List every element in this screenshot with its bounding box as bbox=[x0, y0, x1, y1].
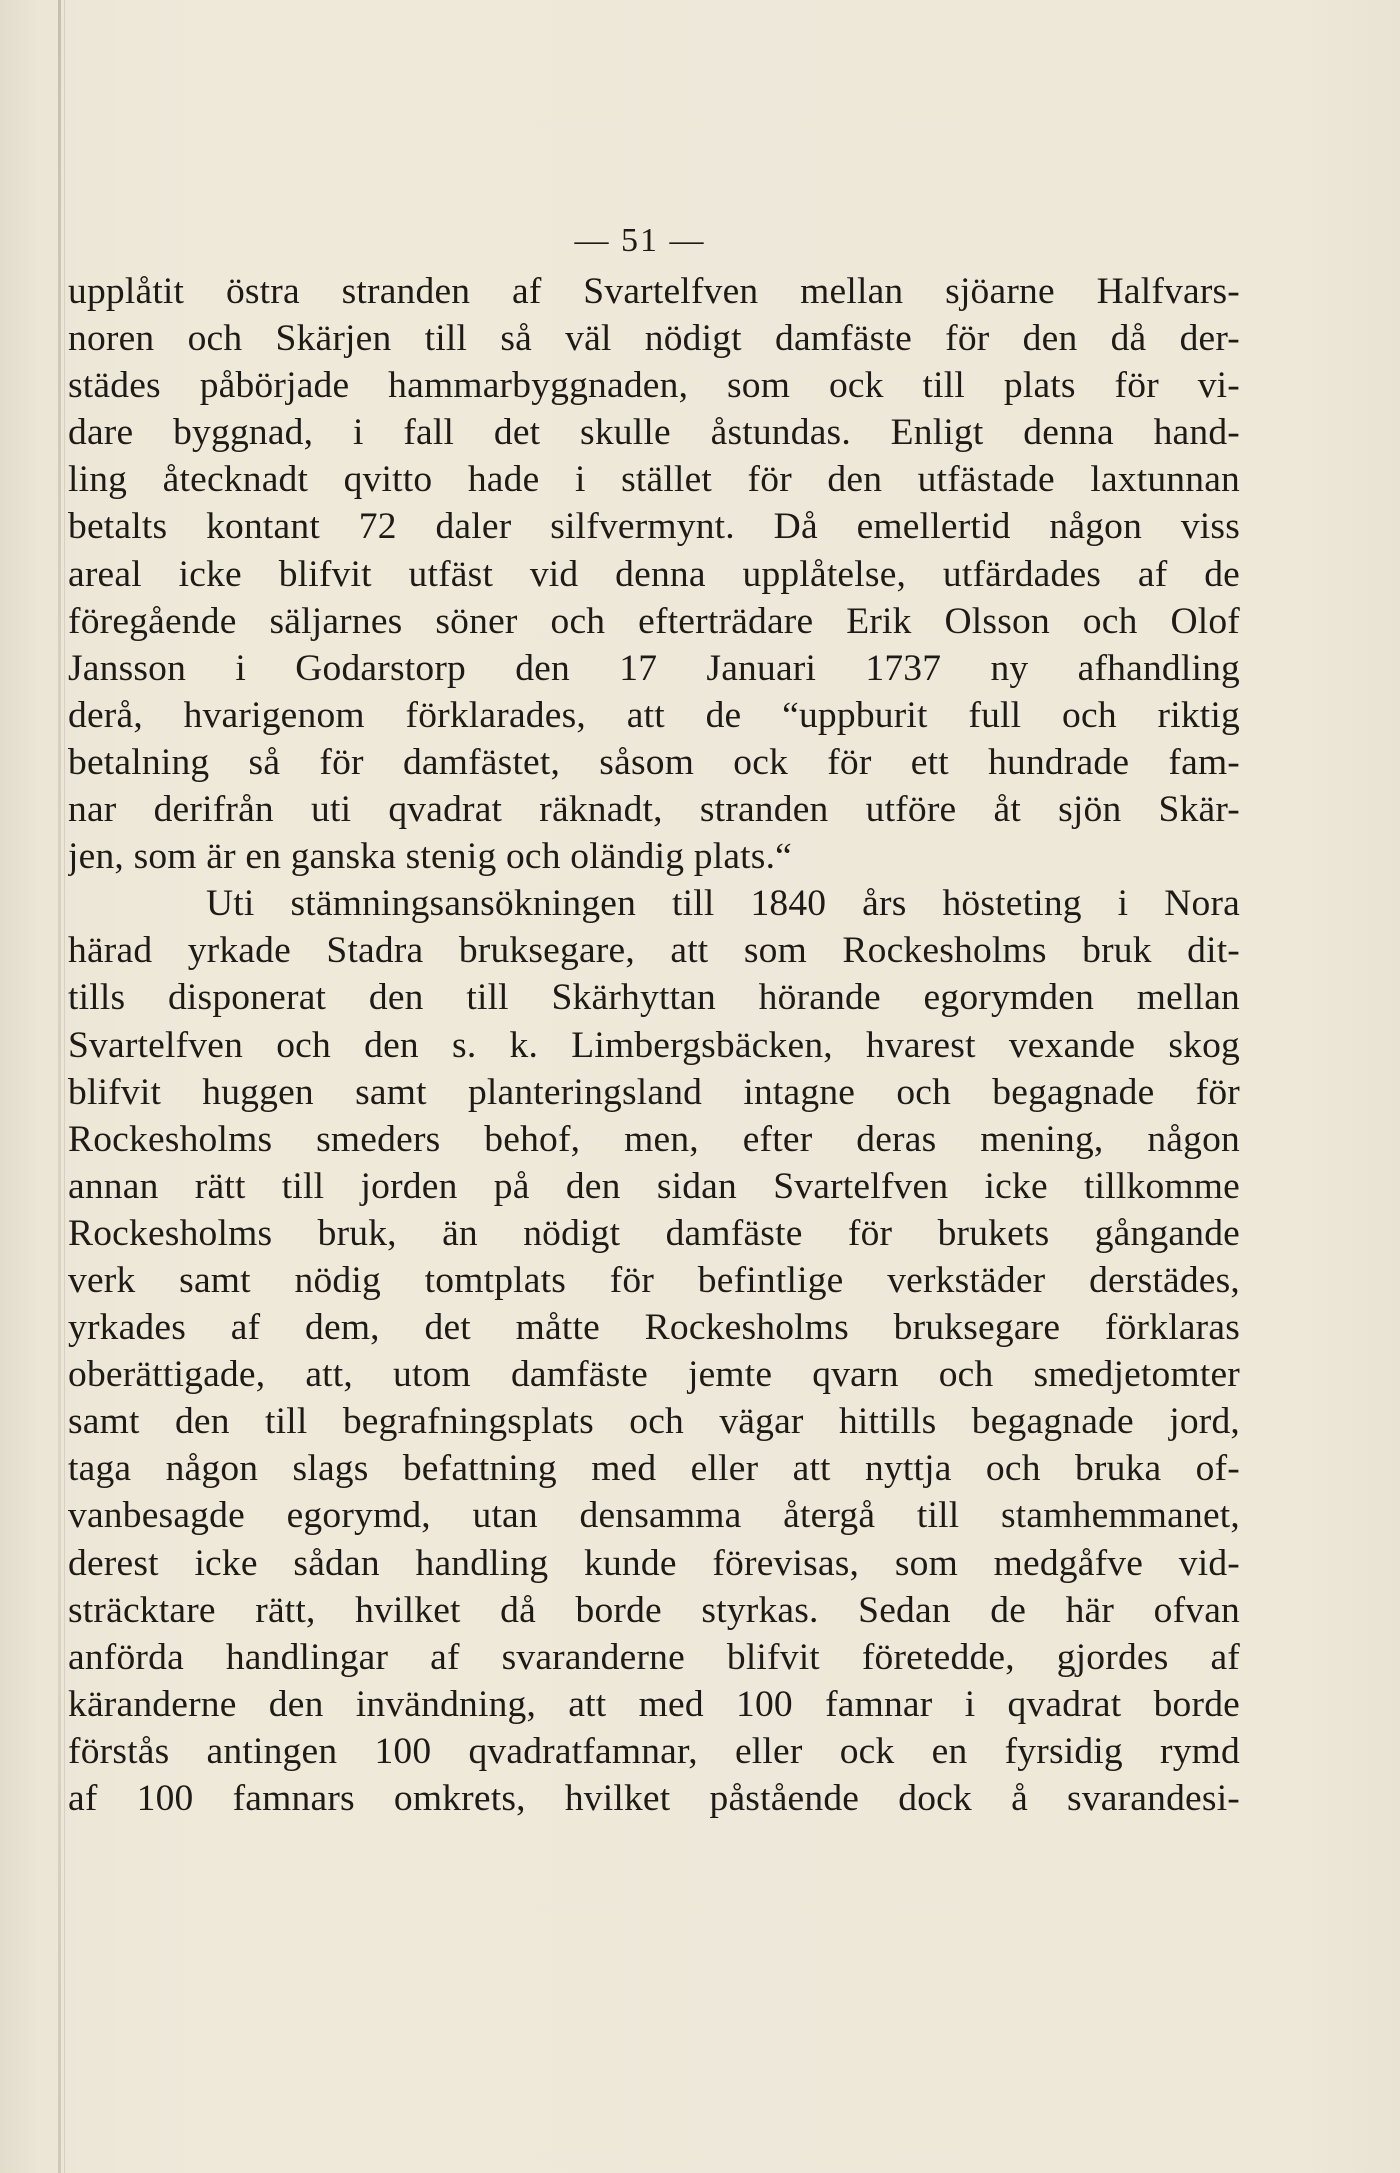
binding-shadow bbox=[58, 0, 61, 2173]
page-number: — 51 — bbox=[574, 222, 706, 259]
text-line: derest icke sådan handling kunde förevisas, som medgåfve vid- bbox=[68, 1542, 1240, 1584]
text-line: af 100 famnars omkrets, hvilket påstående dock å svarandesi- bbox=[68, 1778, 1240, 1819]
text-line: städes påbörjade hammarbyggnaden, som ock till plats för vi- bbox=[68, 365, 1240, 407]
text-line: yrkades af dem, det måtte Rockesholms bruksegare förklaras bbox=[68, 1307, 1240, 1349]
text-line: Rockesholms smeders behof, men, efter deras mening, någon bbox=[68, 1118, 1240, 1160]
binding-line bbox=[64, 0, 65, 2173]
text-line: noren och Skärjen till så väl nödigt damfäste för den då der- bbox=[68, 318, 1240, 360]
text-line: areal icke blifvit utfäst vid denna upplåtelse, utfärdades af de bbox=[68, 553, 1240, 595]
text-line: sträcktare rätt, hvilket då borde styrkas. Sedan de här ofvan bbox=[68, 1589, 1240, 1631]
text-line: betalts kontant 72 daler silfvermynt. Då emellertid någon viss bbox=[68, 506, 1240, 548]
text-line: föregående säljarnes söner och efterträdare Erik Olsson och Olof bbox=[68, 600, 1240, 642]
paragraph-start-line: Uti stämningsansökningen till 1840 års hösteting i Nora bbox=[206, 883, 1240, 925]
text-line: derå, hvarigenom förklarades, att de “uppburit full och riktig bbox=[68, 694, 1240, 736]
text-line: käranderne den invändning, att med 100 famnar i qvadrat borde bbox=[68, 1683, 1240, 1725]
text-line: härad yrkade Stadra bruksegare, att som Rockesholms bruk dit- bbox=[68, 930, 1240, 972]
text-line: dare byggnad, i fall det skulle åstundas. Enligt denna hand- bbox=[68, 412, 1240, 454]
text-line: oberättigade, att, utom damfäste jemte qvarn och smedjetomter bbox=[68, 1354, 1240, 1396]
text-line: taga någon slags befattning med eller att nyttja och bruka of- bbox=[68, 1448, 1240, 1490]
text-line: tills disponerat den till Skärhyttan hörande egorymden mellan bbox=[68, 977, 1240, 1019]
text-line: upplåtit östra stranden af Svartelfven mellan sjöarne Halfvars- bbox=[68, 271, 1240, 312]
text-line: annan rätt till jorden på den sidan Svartelfven icke tillkomme bbox=[68, 1165, 1240, 1207]
text-line: förstås antingen 100 qvadratfamnar, eller ock en fyrsidig rymd bbox=[68, 1730, 1240, 1772]
body-text bbox=[68, 268, 1240, 1822]
text-line: nar derifrån uti qvadrat räknadt, stranden utföre åt sjön Skär- bbox=[68, 789, 1240, 831]
text-line: vanbesagde egorymd, utan densamma återgå till stamhemmanet, bbox=[68, 1495, 1240, 1537]
text-line: Svartelfven och den s. k. Limbergsbäcken, hvarest vexande skog bbox=[68, 1024, 1240, 1066]
text-line: Rockesholms bruk, än nödigt damfäste för brukets gångande bbox=[68, 1212, 1240, 1254]
text-line: Jansson i Godarstorp den 17 Januari 1737 ny afhandling bbox=[68, 647, 1240, 689]
text-line: samt den till begrafningsplats och vägar hittills begagnade jord, bbox=[68, 1401, 1240, 1443]
text-line: blifvit huggen samt planteringsland intagne och begagnade för bbox=[68, 1071, 1240, 1113]
text-line: betalning så för damfästet, såsom ock för ett hundrade fam- bbox=[68, 741, 1240, 783]
text-line: verk samt nödig tomtplats för befintlige verkstäder derstädes, bbox=[68, 1259, 1240, 1301]
text-line: anförda handlingar af svaranderne blifvit företedde, gjordes af bbox=[68, 1636, 1240, 1678]
text-line: ling åtecknadt qvitto hade i stället för den utfästade laxtunnan bbox=[68, 459, 1240, 501]
text-line: jen, som är en ganska stenig och oländig plats.“ bbox=[68, 836, 793, 878]
